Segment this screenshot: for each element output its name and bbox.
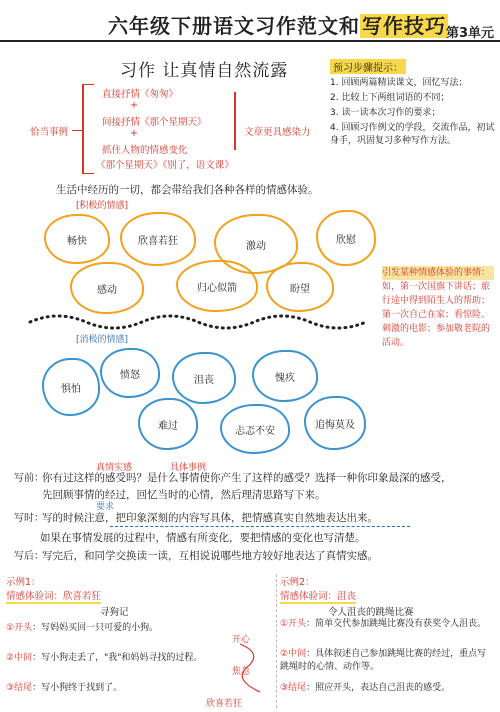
structure-line-3: 抓住人物的情感变化 xyxy=(102,145,188,156)
structure-left-bracket xyxy=(82,84,84,174)
page-title xyxy=(108,10,448,39)
emotion-circle: 感动 xyxy=(70,262,144,314)
emotion-circle: 惧怕 xyxy=(42,358,100,416)
item-no: ①开头 xyxy=(280,619,307,629)
example-emotion: 情感体验词：欣喜若狂 xyxy=(6,588,101,604)
curve-label: 欣喜若狂 xyxy=(206,699,243,709)
item-text: 简单交代参加跳绳比赛没有获奖令人沮丧。 xyxy=(315,619,487,629)
item-text: 照应开头，表达自己沮丧的感受。 xyxy=(315,683,451,693)
title-highlight: 写作技巧 xyxy=(362,14,446,38)
step-label: 写前： xyxy=(14,473,44,484)
preview-item: 2. 比较上下两组词语的不同； xyxy=(330,93,450,103)
annotation: 要求 xyxy=(96,502,115,512)
underline xyxy=(110,525,410,527)
item-no: ②中间 xyxy=(6,653,33,663)
annotation: 具体事例 xyxy=(170,463,207,473)
example-divider xyxy=(276,574,277,708)
preview-item: 1. 回顾两篇精读课文，回忆写法； xyxy=(330,78,468,88)
item-text: 具体叙述自己参加跳绳比赛的经过，重点写跳绳时的心情、动作等。 xyxy=(280,649,487,672)
example-item: ②中间：具体叙述自己参加跳绳比赛的经过，重点写跳绳时的心情、动作等。 xyxy=(280,649,487,672)
example-emotion: 情感体验词：沮丧 xyxy=(280,588,356,604)
example-head: 示例1： xyxy=(6,577,41,588)
example-item: ③结尾：照应开头，表达自己沮丧的感受。 xyxy=(280,683,451,693)
item-no: ②中间 xyxy=(280,649,307,659)
curve-label: 焦急 xyxy=(232,667,251,677)
emotion-circle: 愧疚 xyxy=(252,350,318,402)
example-title: 令人沮丧的跳绳比赛 xyxy=(328,607,414,618)
emotion-circle: 欣喜若狂 xyxy=(120,212,196,266)
item-no: ③结尾 xyxy=(280,683,307,693)
bracket-arm xyxy=(72,130,82,131)
emotion-circle: 盼望 xyxy=(266,262,334,312)
item-text: 写小狗走丢了，"我"和妈妈寻找的过程。 xyxy=(41,653,203,663)
annotation: 真情实感 xyxy=(96,463,133,473)
side-note xyxy=(382,266,494,350)
emotion-circle: 畅快 xyxy=(44,214,110,264)
example-item: ①开头：简单交代参加跳绳比赛没有获奖令人沮丧。 xyxy=(280,619,487,629)
structure-plus-1: + xyxy=(130,100,138,111)
negative-tag: [ 消极的情感 ] xyxy=(72,332,132,345)
emotion-circle: 忐忑不安 xyxy=(220,404,290,454)
unit-label: 第3单元 xyxy=(445,26,494,41)
example-item: ①开头：写妈妈买回一只可爱的小狗。 xyxy=(6,623,159,633)
item-text: 写妈妈买回一只可爱的小狗。 xyxy=(41,623,159,633)
item-text: 写小狗终于找到了。 xyxy=(41,683,123,693)
item-no: ①开头 xyxy=(6,623,33,633)
emotion-circle: 欣慰 xyxy=(316,210,376,266)
structure-line-4: 《那个星期天》《别了，语文课》 xyxy=(96,160,234,171)
curve-label: 开心 xyxy=(232,635,251,645)
side-note-title: 引发某种情感体验的事情： xyxy=(382,266,494,280)
step-text: 写的时候注意，把印象深刻的内容写具体，把情感真实自然地表达出来。 xyxy=(42,512,378,524)
bracket-bottom xyxy=(84,173,94,174)
structure-line-2: 间接抒情《那个星期天》 xyxy=(102,117,207,128)
emotion-circle: 难过 xyxy=(138,398,198,450)
example-head: 示例2： xyxy=(280,577,315,588)
preview-item: 4. 回顾习作例文的学段，交流作品，初试身手，巩固复习多种写作方法。 xyxy=(330,123,495,146)
example-item: ②中间：写小狗走丢了，"我"和妈妈寻找的过程。 xyxy=(6,653,203,663)
emotion-circle: 归心似箭 xyxy=(176,260,258,312)
structure-line-1: 直接抒情《匆匆》 xyxy=(102,89,179,100)
structure-plus-2: + xyxy=(130,128,138,139)
example-item: ③结尾：写小狗终于找到了。 xyxy=(6,683,123,693)
emotion-circle: 追悔莫及 xyxy=(304,396,366,450)
preview-title: 预习步骤提示： xyxy=(330,59,406,74)
bracket-top xyxy=(84,84,94,85)
item-no: ③结尾 xyxy=(6,683,33,693)
step-text: 你有过这样的感受吗？是什么事情使你产生了这样的感受？选择一种你印象最深的感受，先回顾事情的经过，回忆当时的心情，然后理清思路写下来。 xyxy=(42,472,452,501)
emotion-circle: 愤怒 xyxy=(100,348,160,398)
side-note-text: 如，第一次国旗下讲话；旅行途中得到陌生人的帮助；第一次自己在家；看惊险、刺激的电影；参加敬老院的活动。 xyxy=(382,282,491,348)
structure-right-line xyxy=(234,92,236,150)
step-label: 写时： xyxy=(14,513,44,524)
emotion-curve xyxy=(234,640,274,702)
step-text: 如果在事情发展的过程中，情感有所变化，要把情感的变化也写清楚。 xyxy=(40,532,366,544)
emotion-circle: 沮丧 xyxy=(172,352,236,404)
positive-tag: [ 积极的情感 ] xyxy=(72,198,132,211)
preview-item: 3. 读一读本次习作的要求； xyxy=(330,108,441,118)
step-label: 写后： xyxy=(14,551,44,562)
emotion-circle: 激动 xyxy=(214,214,298,274)
example-title: 寻狗记 xyxy=(100,607,129,618)
lesson-title: 习作 让真情自然流露 xyxy=(120,61,289,81)
title-main: 六年级下册语文习作范文和 xyxy=(108,14,360,38)
structure-left-label: 恰当事例 xyxy=(30,127,69,138)
intro-text: 生活中经历的一切，都会带给我们各种各样的情感体验。 xyxy=(56,184,319,196)
step-text: 写完后，和同学交换读一读，互相说说哪些地方较好地表达了真情实感。 xyxy=(42,550,378,562)
structure-right-label: 文章更具感染力 xyxy=(244,127,311,138)
